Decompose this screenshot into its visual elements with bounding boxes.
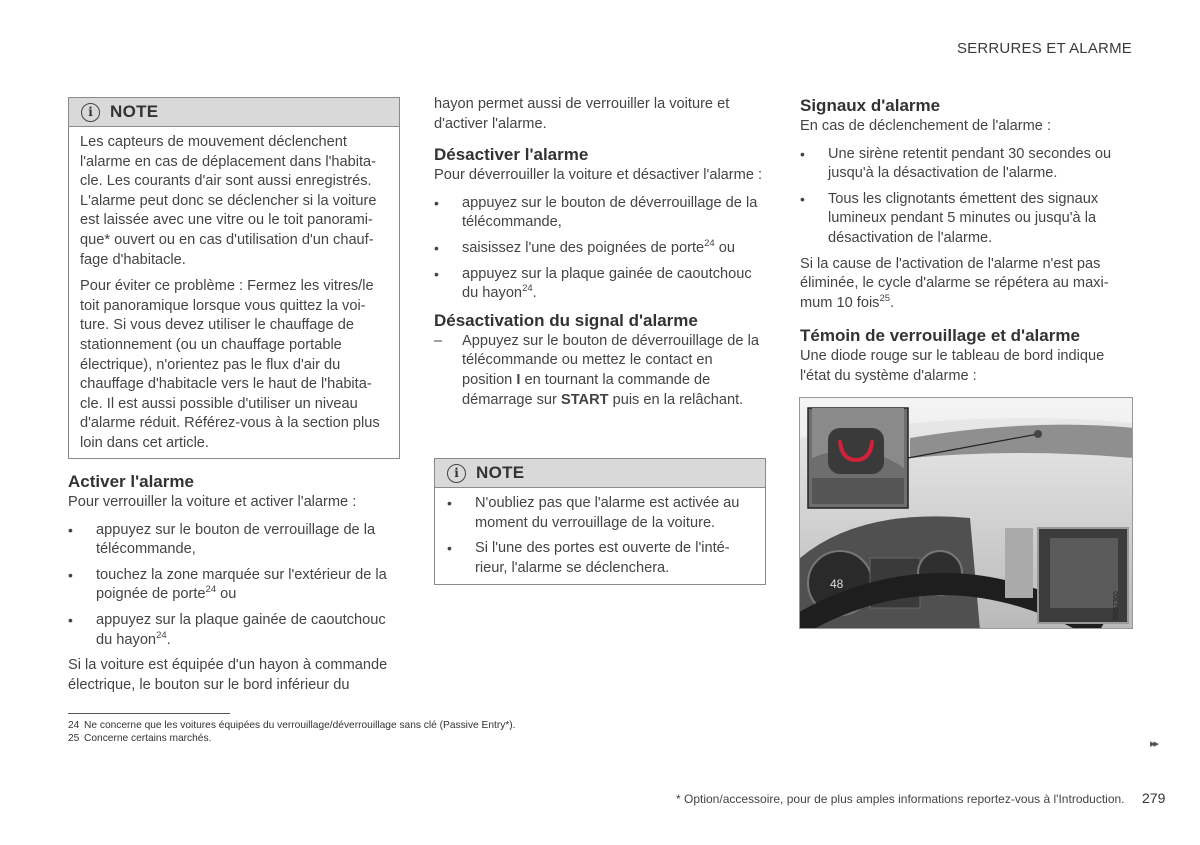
note-paragraph: Les capteurs de mouvement déclenchent l'alarme en cas de déplacement dans l'habita-cle. Les courants d'air sont aussi enregistrés. L'alarme peut donc se déclencher si la voiture est laissée avec une vitre ou le toit panorami-que* ouvert ou en cas d'utilisation d'un chauf-fage d'habitacle. [80, 134, 377, 268]
intro-text: En cas de déclenchement de l'alarme : [800, 118, 1052, 134]
image-code: G052360 [1113, 591, 1120, 620]
bullet-list [800, 145, 1133, 249]
footnote: 24 Ne concerne que les voitures équipées du verrouillage/déverrouillage sans clé (Passive Entry*). [68, 720, 516, 731]
note-box-reminder [434, 458, 766, 585]
note-title: NOTE [476, 463, 525, 482]
intro-text: Pour déverrouiller la voiture et désactiver l'alarme : [434, 167, 763, 184]
heading-desactivation-signal: Désactivation du signal d'alarme [434, 310, 698, 330]
note-title: NOTE [110, 102, 159, 121]
paragraph-continued: hayon permet aussi de verrouiller la voiture et d'activer l'alarme. [434, 96, 730, 132]
note-header [69, 98, 399, 127]
column-3 [800, 95, 1133, 387]
list-item: • Tous les clignotants émettent des signaux lumineux pendant 5 minutes ou jusqu'à la désactivation de l'alarme. [800, 190, 1133, 249]
footnote-ref: 24 [156, 629, 167, 641]
list-item: • appuyez sur la plaque gainée de caoutchouc du hayon$^{24}$. [68, 611, 400, 650]
info-icon: i [81, 103, 100, 122]
heading-activer: Activer l'alarme [68, 472, 194, 491]
info-icon: i [447, 464, 466, 483]
note-header [435, 459, 765, 488]
list-item: • Si l'une des portes est ouverte de l'inté-rieur, l'alarme se déclenchera. [447, 539, 753, 578]
footnote-ref: 24 [205, 584, 217, 596]
heading-signaux: Signaux d'alarme [800, 96, 941, 115]
heading-desactiver: Désactiver l'alarme [434, 145, 589, 165]
footnote-ref: 25 [879, 292, 891, 304]
section-title: SERRURES ET ALARME [956, 40, 1132, 57]
step-list [434, 332, 766, 410]
note-paragraph: Pour éviter ce problème : Fermez les vitres/le toit panoramique lorsque vous quittez la voi-ture. Si vous devez utiliser le chauffage de stationnement (ou un chauffage portable électrique), n'orientez pas le flux d'air du chauffage d'habitacle vers le haut de l'habita-cle. Il est aussi possible d'utiliser un niveau d'alarme réduit. Référez-vous à la section plus loin dans cet article. [80, 278, 380, 451]
column-2 [434, 95, 766, 410]
option-note: * Option/accessoire, pour de plus amples informations reportez-vous à l'Introduction. [676, 792, 1125, 806]
list-item: • N'oubliez pas que l'alarme est activée au moment du verrouillage de la voiture. [447, 494, 753, 533]
dashboard-illustration [800, 398, 1133, 629]
list-item: • appuyez sur le bouton de verrouillage de la télécommande, [68, 521, 400, 560]
list-item: • saisissez l'une des poignées de porte$^{24}$ ou [434, 239, 766, 259]
paragraph: Si la voiture est équipée d'un hayon à commande électrique, le bouton sur le bord inférieur du [68, 657, 388, 693]
note-body [69, 127, 399, 462]
footnotes [68, 719, 516, 745]
note-box-motion-sensors [68, 97, 400, 459]
paragraph: Si la cause de l'activation de l'alarme n'est pas éliminée, le cycle d'alarme se répétera au maxi-mum 10 fois$^{25}$. [800, 255, 1109, 311]
intro-text: Une diode rouge sur le tableau de bord indique l'état du système d'alarme : [800, 348, 1105, 384]
footnote: 25 Concerne certains marchés. [68, 733, 212, 744]
list-item: • Une sirène retentit pendant 30 secondes ou jusqu'à la désactivation de l'alarme. [800, 145, 1133, 184]
bullet-list [68, 521, 400, 651]
speed-readout: 48 [830, 577, 844, 591]
footnote-ref: 24 [522, 283, 533, 295]
list-item: • touchez la zone marquée sur l'extérieur de la poignée de porte$^{24}$ ou [68, 566, 400, 605]
footnote-divider [68, 713, 230, 714]
dashboard-alarm-led-image [799, 397, 1133, 629]
heading-temoin: Témoin de verrouillage et d'alarme [800, 326, 1080, 346]
step-item: – Appuyez sur le bouton de déverrouillage de la télécommande ou mettez le contact en position I en tournant la commande de démarrage sur START puis en la relâchant. [434, 332, 766, 410]
section-activer-alarme [68, 471, 400, 695]
continue-marker-icon: ▸▸ [1150, 738, 1158, 750]
intro-text: Pour verrouiller la voiture et activer l'alarme : [68, 494, 357, 510]
list-item: • appuyez sur le bouton de déverrouillage de la télécommande, [434, 194, 766, 233]
bullet-list [434, 194, 766, 304]
list-item: • appuyez sur la plaque gainée de caoutchouc du hayon$^{24}$. [434, 265, 766, 304]
note-bullet-list [435, 488, 765, 578]
page-number: 279 [1142, 790, 1166, 806]
footnote-ref: 24 [704, 237, 715, 249]
